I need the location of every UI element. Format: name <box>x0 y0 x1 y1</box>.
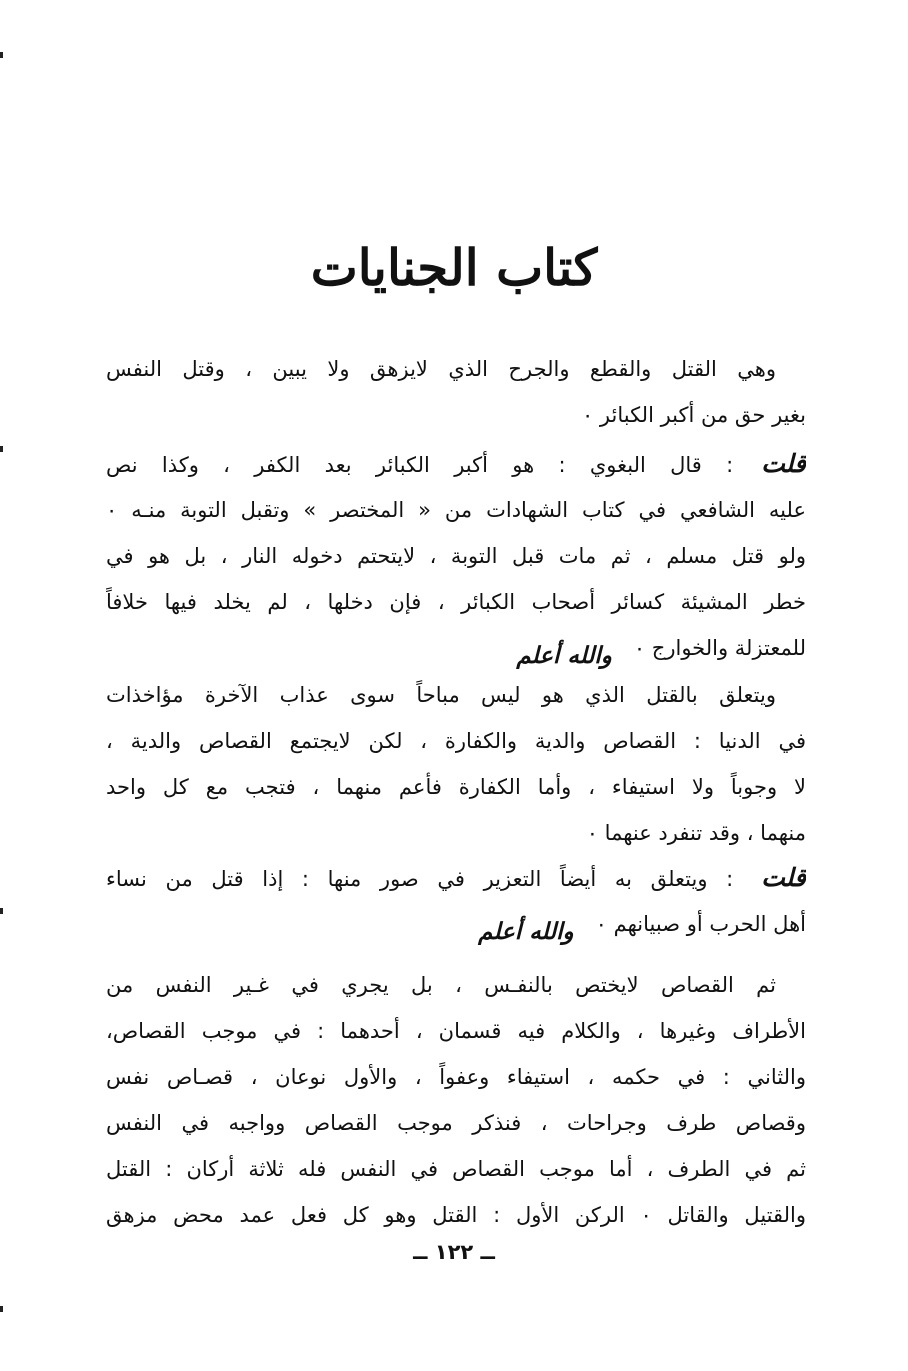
text-line: والقتيل والقاتل ٠ الركن الأول : القتل وهو كل فعل عمد محض مزهق <box>106 1203 806 1227</box>
paragraph-qisas <box>106 962 806 1238</box>
page-edge-mark <box>0 446 3 452</box>
paragraph-qult-baghawi <box>106 441 806 671</box>
text-line: الأطراف وغيرها ، والكلام فيه قسمان ، أحدهما : في موجب القصاص، <box>106 1019 806 1043</box>
page-edge-mark <box>0 908 3 914</box>
text-line: ثم القصاص لايختص بالنفـس ، بل يجري في غـير النفس من <box>106 973 776 997</box>
text-line: منهما ، وقد تنفرد عنهما ٠ <box>586 821 806 845</box>
page-edge-mark <box>0 1306 3 1312</box>
text-line: ويتعلق بالقتل الذي هو ليس مباحاً سوى عذاب الآخرة مؤاخذات <box>106 683 776 707</box>
paragraph-qult-tazir <box>106 855 806 947</box>
text-line <box>106 625 806 671</box>
closing-phrase: والله أعلم <box>478 918 574 945</box>
text-line-content: أهل الحرب أو صبيانهم ٠ <box>595 912 806 936</box>
text-line <box>106 441 806 487</box>
text-line-content: للمعتزلة والخوارج ٠ <box>633 636 806 660</box>
text-line: ثم في الطرف ، أما موجب القصاص في النفس فله ثلاثة أركان : القتل <box>106 1157 806 1181</box>
text-line <box>106 901 806 947</box>
text-line-content: : قال البغوي : هو أكبر الكبائر بعد الكفر ، وكذا نص <box>106 453 734 477</box>
text-line-content: : ويتعلق به أيضاً التعزير في صور منها : إذا قتل من نساء <box>106 867 734 891</box>
closing-phrase: والله أعلم <box>516 642 612 669</box>
text-line: بغير حق من أكبر الكبائر ٠ <box>581 403 806 427</box>
text-line: وقصاص طرف وجراحات ، فنذكر موجب القصاص وواجبه في النفس <box>106 1111 806 1135</box>
text-line <box>106 855 806 901</box>
qult-marker: قلت <box>761 863 806 892</box>
text-line: وهي القتل والقطع والجرح الذي لايزهق ولا يبين ، وقتل النفس <box>106 357 776 381</box>
paragraph-definition <box>106 346 806 438</box>
text-line: خطر المشيئة كسائر أصحاب الكبائر ، فإن دخلها ، لم يخلد فيها خلافاً <box>106 590 806 614</box>
text-line: في الدنيا : القصاص والدية والكفارة ، لكن لايجتمع القصاص والدية ، <box>106 729 806 753</box>
page-number: ــ ١٢٢ ــ <box>413 1240 495 1264</box>
page-edge-mark <box>0 52 3 58</box>
chapter-title: كتاب الجنايات <box>310 238 598 297</box>
text-line: ولو قتل مسلم ، ثم مات قبل التوبة ، لايتحتم دخوله النار ، بل هو في <box>106 544 806 568</box>
qult-marker: قلت <box>761 449 806 478</box>
text-line: عليه الشافعي في كتاب الشهادات من « المختصر » وتقبل التوبة منـه ٠ <box>106 498 806 522</box>
text-line: لا وجوباً ولا استيفاء ، وأما الكفارة فأعم منهما ، فتجب مع كل واحد <box>106 775 806 799</box>
paragraph-consequences <box>106 672 806 856</box>
text-line: والثاني : في حكمه ، استيفاء وعفواً ، والأول نوعان ، قصـاص نفس <box>106 1065 806 1089</box>
